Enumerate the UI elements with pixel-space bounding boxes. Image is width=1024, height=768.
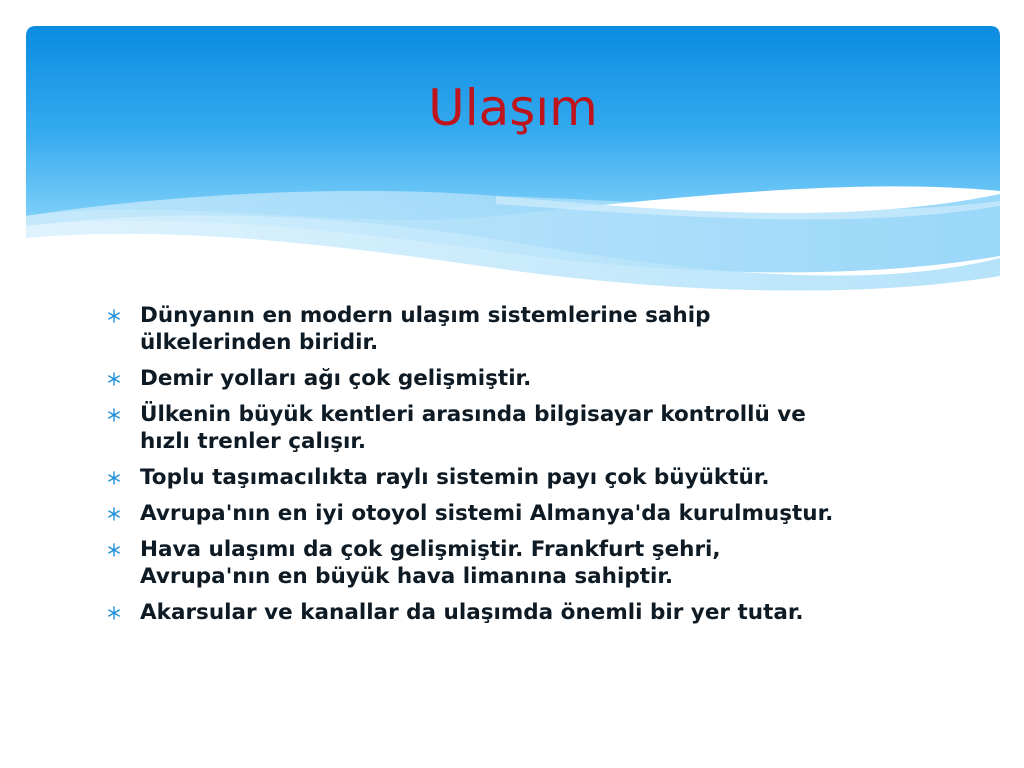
bullet-text-line: Hava ulaşımı da çok gelişmiştir. Frankfurt şehri, xyxy=(140,537,721,562)
bullet-item xyxy=(106,302,926,356)
bullet-text-line: hızlı trenler çalışır. xyxy=(140,429,367,454)
asterisk-bullet-icon xyxy=(106,470,122,486)
bullet-text-line: Toplu taşımacılıkta raylı sistemin payı çok büyüktür. xyxy=(140,465,770,490)
bullet-item xyxy=(106,365,926,392)
bullet-text-line: Akarsular ve kanallar da ulaşımda önemli bir yer tutar. xyxy=(140,600,804,625)
bullet-item xyxy=(106,599,926,626)
bullet-text-line: Ülkenin büyük kentleri arasında bilgisayar kontrollü ve xyxy=(140,402,806,427)
asterisk-bullet-icon xyxy=(106,605,122,621)
bullet-text-line: Dünyanın en modern ulaşım sistemlerine sahip xyxy=(140,303,711,328)
header-wave-band xyxy=(26,26,1000,296)
bullet-item xyxy=(106,464,926,491)
asterisk-bullet-icon xyxy=(106,371,122,387)
bullet-item xyxy=(106,500,926,527)
asterisk-bullet-icon xyxy=(106,407,122,423)
bullet-text-line: Avrupa'nın en iyi otoyol sistemi Almanya'da kurulmuştur. xyxy=(140,501,834,526)
asterisk-bullet-icon xyxy=(106,506,122,522)
bullet-item xyxy=(106,536,926,590)
bullet-text-line: Avrupa'nın en büyük hava limanına sahiptir. xyxy=(140,564,674,589)
bullet-list xyxy=(106,302,926,635)
asterisk-bullet-icon xyxy=(106,542,122,558)
slide-title: Ulaşım xyxy=(428,79,598,137)
bullet-item xyxy=(106,401,926,455)
asterisk-bullet-icon xyxy=(106,308,122,324)
bullet-text-line: Demir yolları ağı çok gelişmiştir. xyxy=(140,366,532,391)
bullet-text-line: ülkelerinden biridir. xyxy=(140,330,379,355)
